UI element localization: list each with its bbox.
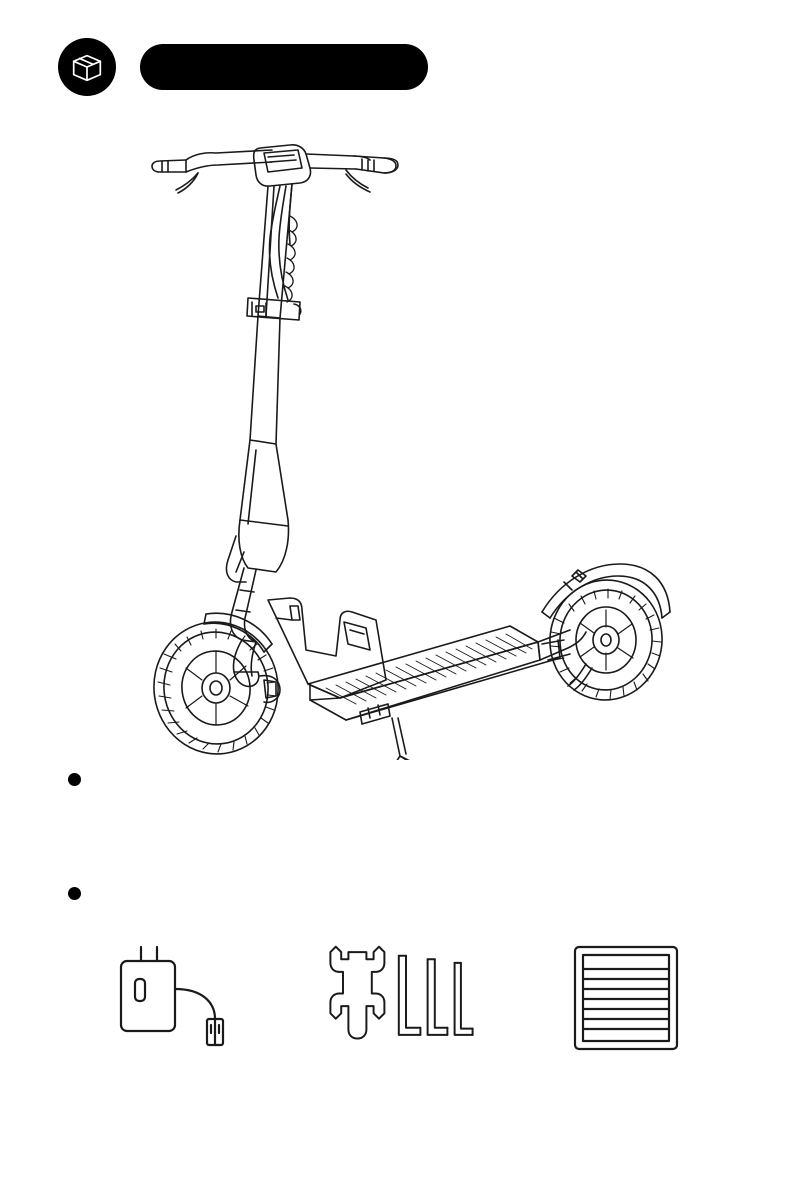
bullet-dot-icon xyxy=(68,773,81,786)
power-adapter-icon xyxy=(111,933,261,1063)
list-item xyxy=(60,764,750,810)
accessory-charger xyxy=(96,923,276,1073)
accessories-row xyxy=(96,918,716,1078)
accessory-tools xyxy=(316,923,496,1073)
bullet-dot-icon xyxy=(68,887,81,900)
scooter-illustration xyxy=(140,120,680,760)
header-title-text xyxy=(140,57,182,76)
accessory-manual xyxy=(536,923,716,1073)
package-box-icon xyxy=(58,38,116,96)
wrench-hex-key-icon xyxy=(316,933,496,1063)
header-title-bar xyxy=(140,44,428,90)
section-header xyxy=(58,38,428,96)
manual-booklet-icon xyxy=(561,933,691,1063)
